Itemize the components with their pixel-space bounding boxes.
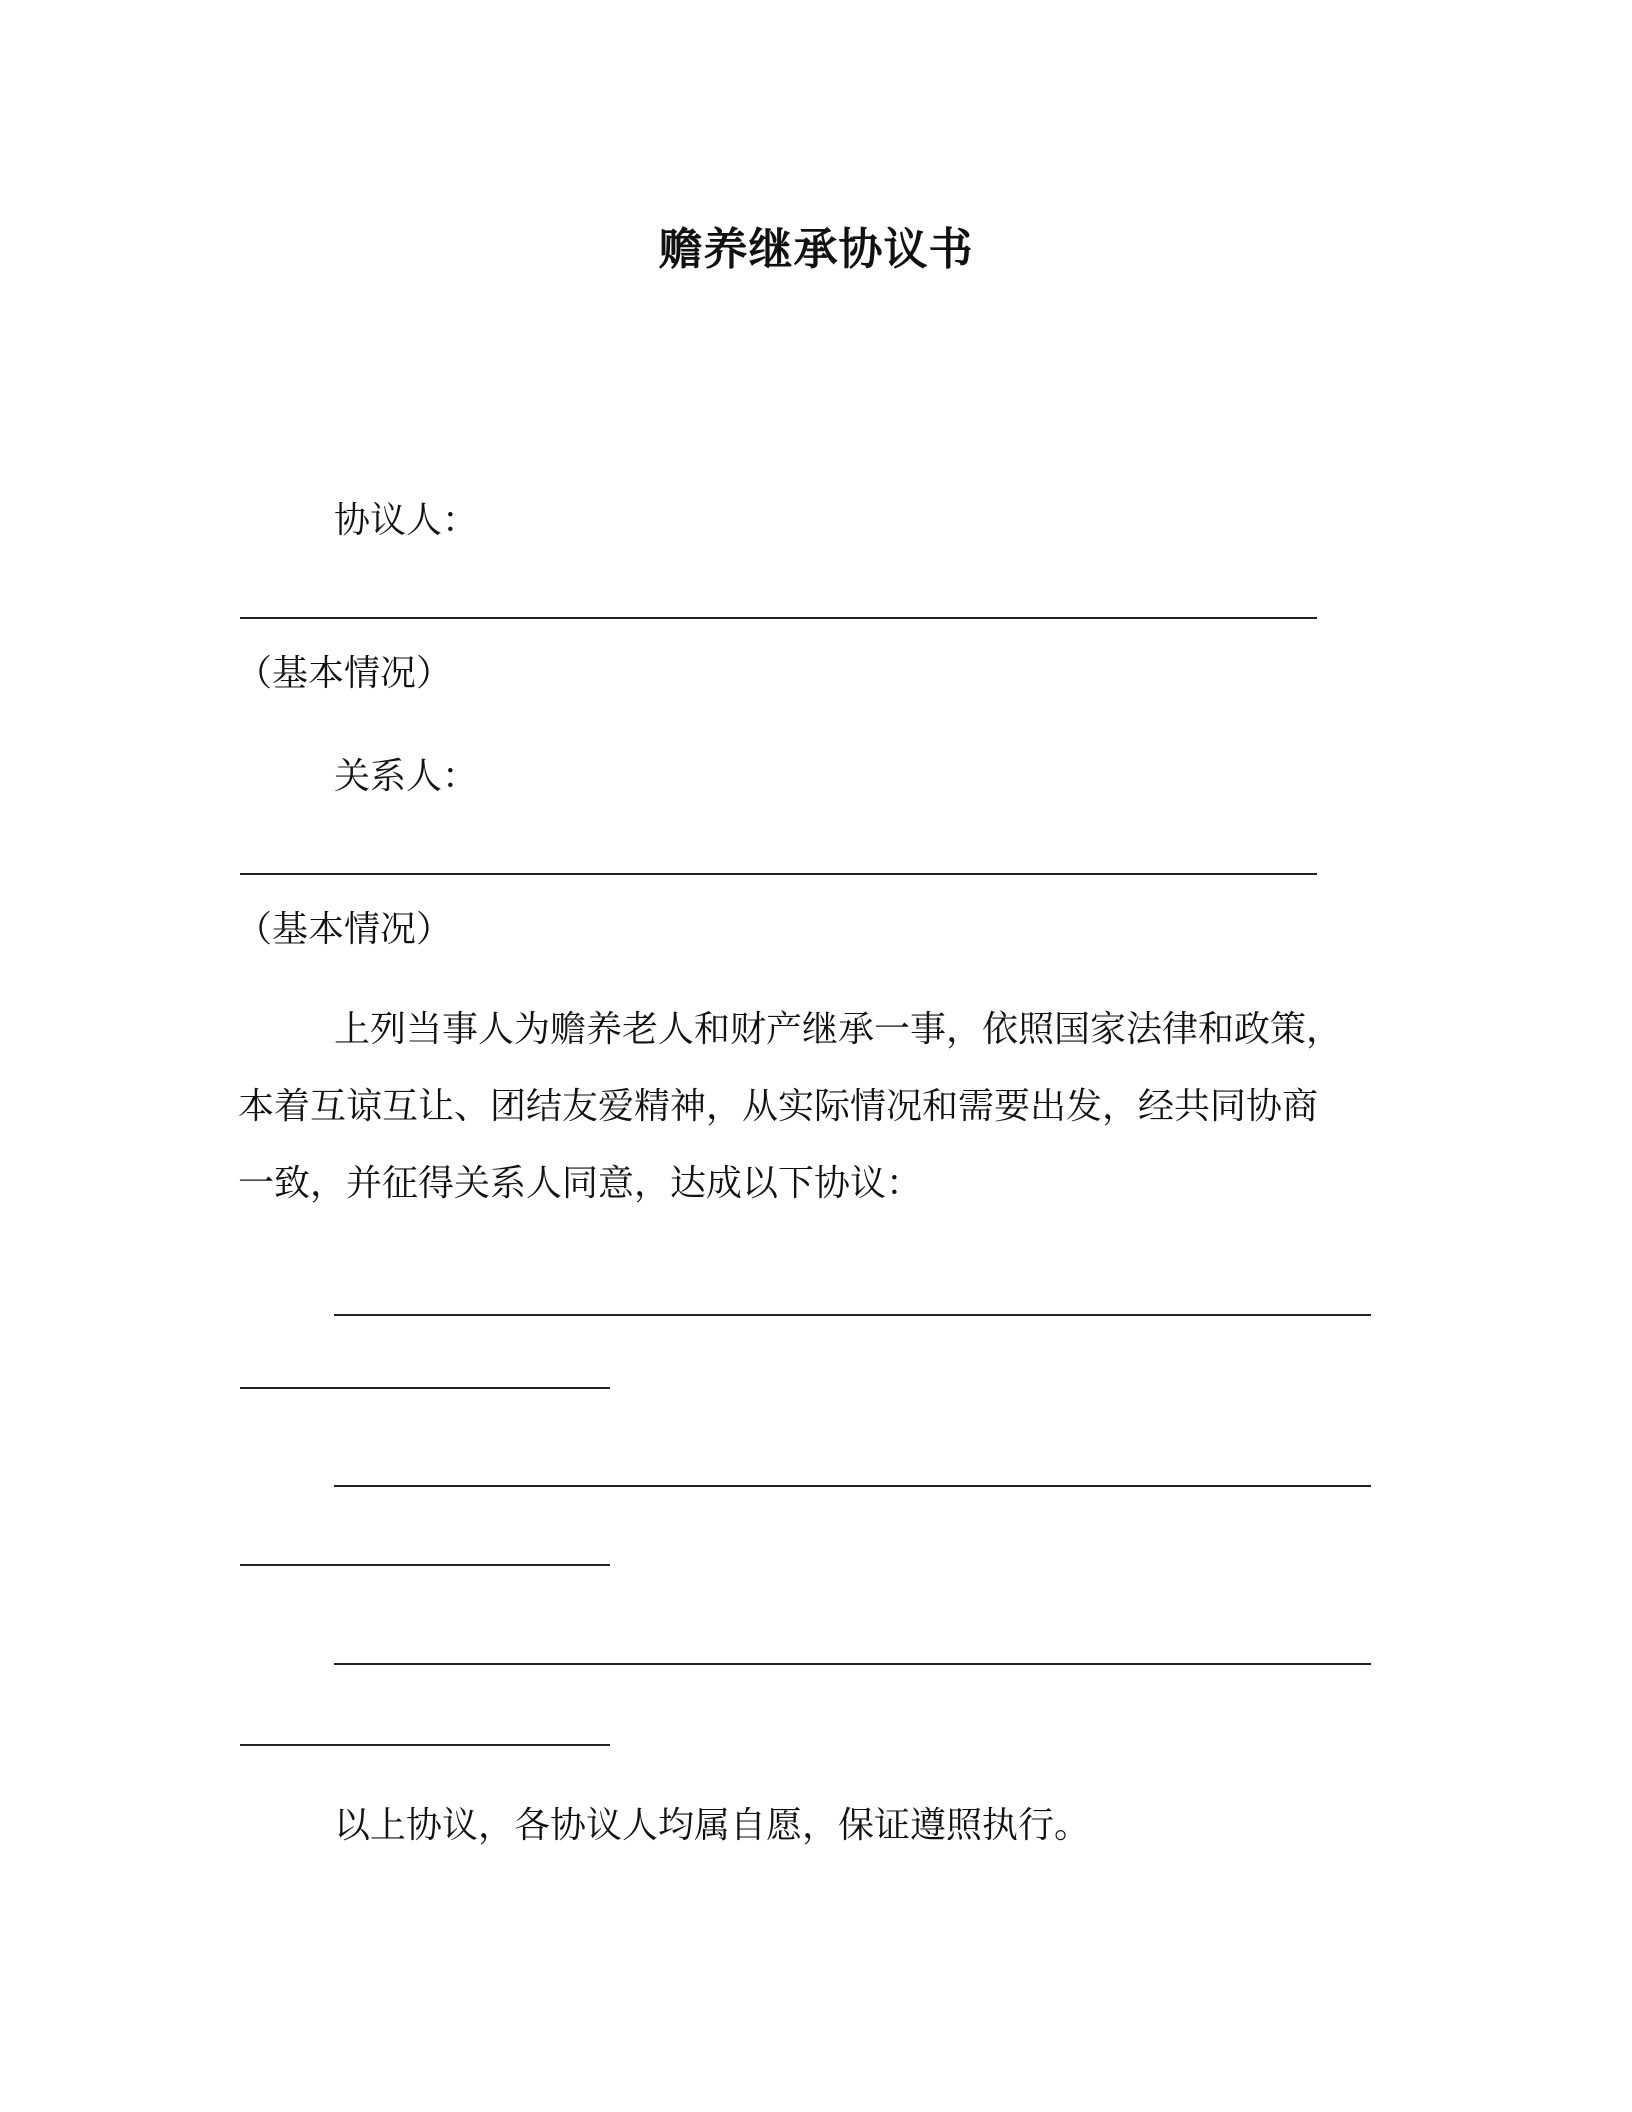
party-fill-line [240, 617, 1317, 619]
related-basic-info: （基本情况） [236, 909, 453, 950]
party-label: 协议人： [334, 500, 479, 541]
agreement-item-2-line-2 [240, 1564, 610, 1566]
preamble-line-3: 一致，并征得关系人同意，达成以下协议： [238, 1163, 923, 1204]
preamble-line-1: 上列当事人为赡养老人和财产继承一事，依照国家法律和政策， [334, 1009, 1343, 1050]
agreement-item-1-line-2 [240, 1387, 610, 1389]
related-fill-line [240, 873, 1317, 875]
agreement-item-2-line-1 [334, 1485, 1371, 1487]
agreement-item-3-line-1 [334, 1663, 1371, 1665]
closing-statement: 以上协议，各协议人均属自愿，保证遵照执行。 [334, 1805, 1091, 1846]
preamble-line-2: 本着互谅互让、团结友爱精神，从实际情况和需要出发，经共同协商 [238, 1086, 1319, 1127]
party-basic-info: （基本情况） [236, 653, 453, 694]
document-title: 赡养继承协议书 [658, 224, 974, 275]
related-label: 关系人： [334, 756, 479, 797]
agreement-item-3-line-2 [240, 1744, 610, 1746]
agreement-item-1-line-1 [334, 1314, 1371, 1316]
